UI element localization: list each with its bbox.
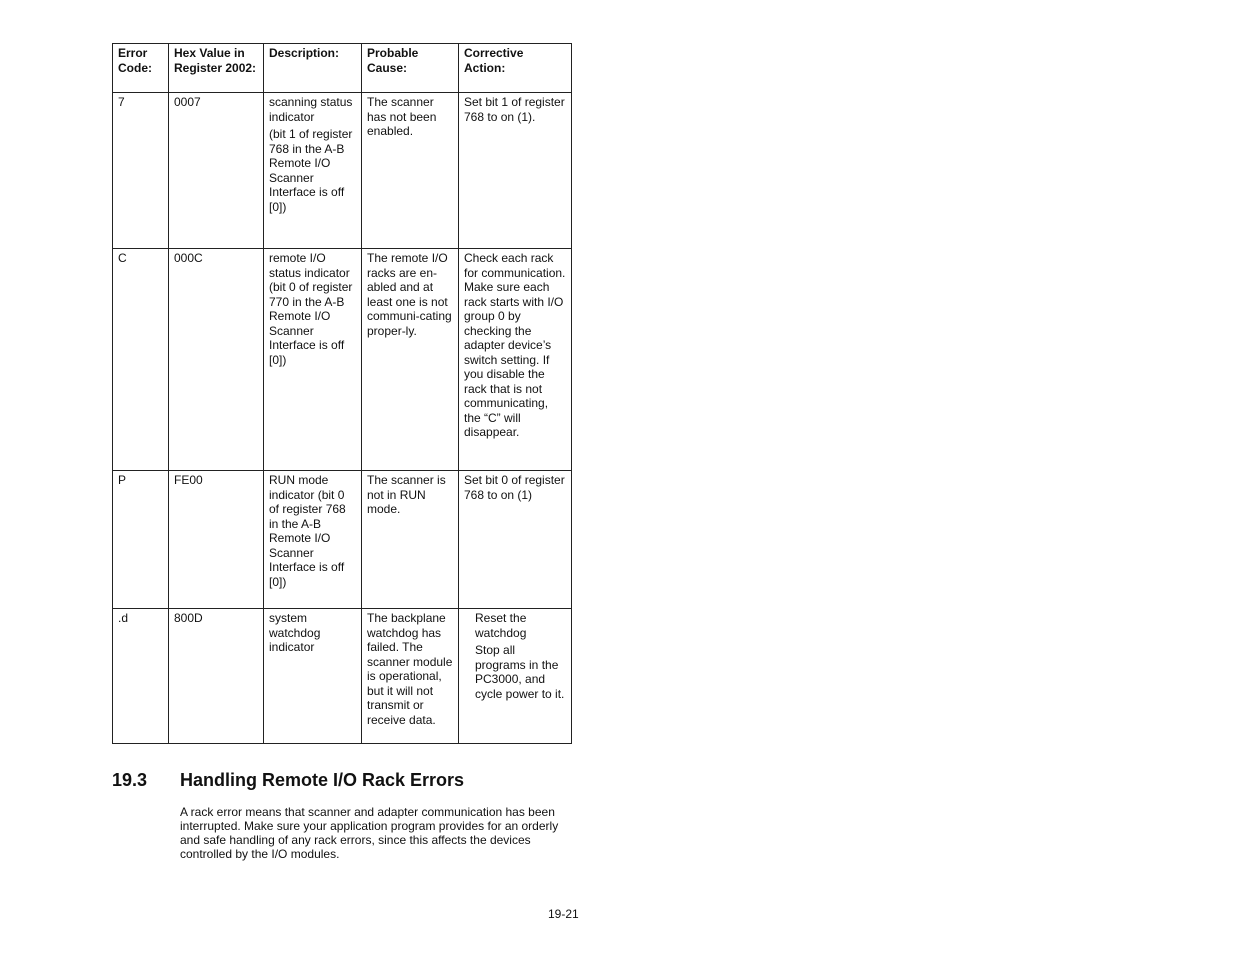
header-description: Description: [264,44,362,93]
probable-cause-cell [362,609,459,744]
description-text: remote I/O status indicator (bit 0 of register 770 in the A-B Remote I/O Scanner Interface is off [0]) [269,251,353,367]
table-row [113,93,572,249]
action-text: Set bit 1 of register 768 to on (1). [464,95,565,124]
header-probable-cause: Probable Cause: [362,44,459,93]
corrective-action-cell [459,471,572,609]
description-text: system watchdog indicator [269,611,321,654]
action-text: Stop all programs in the PC3000, and cycle power to it. [475,643,565,701]
cause-text: The backplane watchdog has failed. The scanner module is operational, but it will not transmit or receive data. [367,611,453,727]
description-cell [264,471,362,609]
action-text: Reset the watchdog [475,611,527,640]
description-text: scanning status indicator [269,95,353,124]
cause-text: The remote I/O racks are en-abled and at least one is not communi-cating proper-ly. [367,251,452,338]
probable-cause-cell [362,249,459,471]
hex-value-cell: 800D [169,609,264,744]
header-hex-value: Hex Value in Register 2002: [169,44,264,93]
table-row [113,471,572,609]
error-code-cell: .d [113,609,169,744]
action-text: Check each rack for communication. Make sure each rack starts with I/O group 0 by checking the adapter device’s switch setting. If you disable the rack that is not communicating, the “C” will disappear. [464,251,566,439]
action-text: Set bit 0 of register 768 to on (1) [464,473,565,502]
error-code-cell: P [113,471,169,609]
section-paragraph: A rack error means that scanner and adapter communication has been interrupted. Make sure your application program provides for an orderly and safe handling of any rack errors, since this affects the devices controlled by the I/O modules. [180,805,559,861]
corrective-action-cell [459,609,572,744]
description-cell [264,609,362,744]
description-text: (bit 1 of register 768 in the A-B Remote I/O Scanner Interface is off [0]) [269,127,353,214]
table-row [113,609,572,744]
table-row [113,249,572,471]
description-text: RUN mode indicator (bit 0 of register 768 in the A-B Remote I/O Scanner Interface is off [0]) [269,473,346,589]
description-cell [264,93,362,249]
table-header-row [113,44,572,93]
section-title: Handling Remote I/O Rack Errors [180,770,465,790]
error-code-table [112,43,572,744]
section-number: 19.3 [112,770,148,790]
hex-value-cell: 000C [169,249,264,471]
header-error-code: Error Code: [113,44,169,93]
cause-text: The scanner is not in RUN mode. [367,473,446,516]
hex-value-cell: 0007 [169,93,264,249]
header-corrective-action: Corrective Action: [459,44,572,93]
page-number: 19-21 [548,907,579,921]
hex-value-cell: FE00 [169,471,264,609]
error-code-cell: 7 [113,93,169,249]
probable-cause-cell [362,93,459,249]
cause-text: The scanner has not been enabled. [367,95,437,138]
probable-cause-cell [362,471,459,609]
error-code-cell: C [113,249,169,471]
description-cell [264,249,362,471]
corrective-action-cell [459,249,572,471]
corrective-action-cell [459,93,572,249]
